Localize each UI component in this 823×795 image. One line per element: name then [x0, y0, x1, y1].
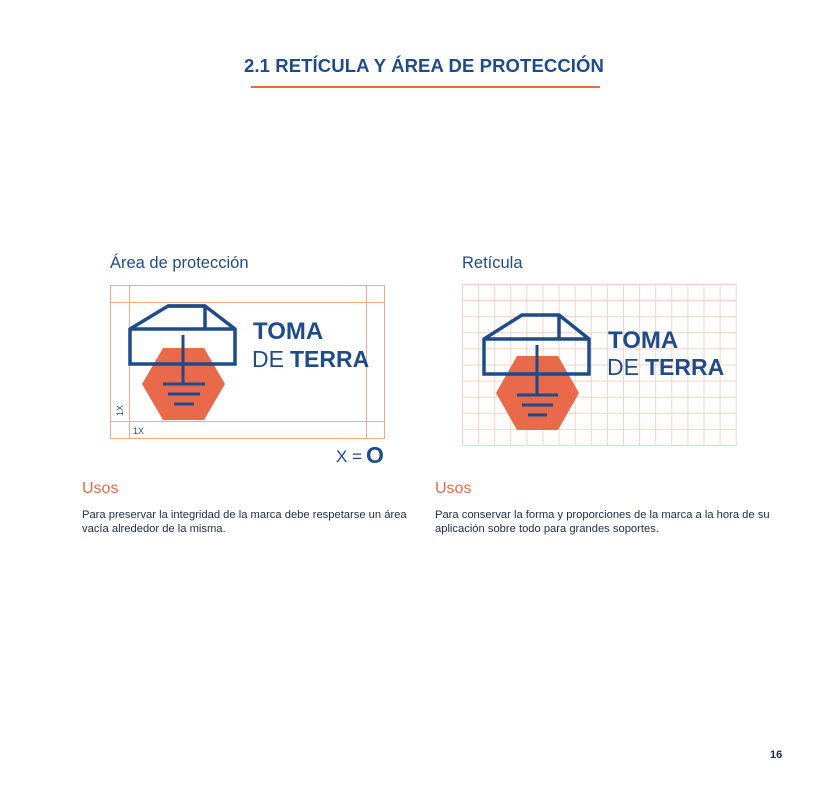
- logo-line2-light: DE: [607, 354, 639, 380]
- usos-text-left: [82, 508, 422, 536]
- svg-text:DETERRA: [607, 354, 724, 380]
- x-equals-label: X =: [336, 447, 362, 466]
- page-number: 16: [770, 749, 783, 761]
- logo-line1: TOMA: [608, 327, 679, 354]
- title-underline: [251, 86, 600, 88]
- logo-line2-bold: TERRA: [289, 346, 370, 372]
- usos-text-left-line2: vacía alrededor de la misma.: [82, 523, 226, 535]
- usos-text-right: [435, 508, 780, 536]
- usos-text-right-line1: Para conservar la forma y proporciones de la marca a la hora de su: [435, 509, 770, 521]
- svg-text:DETERRA: [252, 346, 369, 372]
- protection-area-heading: Área de protección: [110, 254, 249, 272]
- logo-line2-light: DE: [252, 346, 284, 372]
- page-title: 2.1 RETÍCULA Y ÁREA DE PROTECCIÓN: [244, 55, 604, 76]
- vertical-1x-marker: 1X: [115, 404, 125, 416]
- grid-figure: [462, 284, 738, 449]
- usos-heading-left: Usos: [82, 480, 119, 497]
- grid-heading: Retícula: [462, 254, 523, 272]
- usos-text-right-line2: aplicación sobre todo para grandes soportes.: [435, 523, 659, 535]
- usos-heading-right: Usos: [435, 480, 472, 497]
- protection-area-figure: [105, 280, 395, 470]
- usos-text-left-line1: Para preservar la integridad de la marca debe respetarse un área: [82, 509, 407, 521]
- logo-line2-bold: TERRA: [644, 354, 725, 380]
- logo-line1: TOMA: [253, 318, 324, 345]
- horizontal-1x-marker: 1X: [133, 426, 145, 436]
- x-glyph: O: [366, 442, 384, 468]
